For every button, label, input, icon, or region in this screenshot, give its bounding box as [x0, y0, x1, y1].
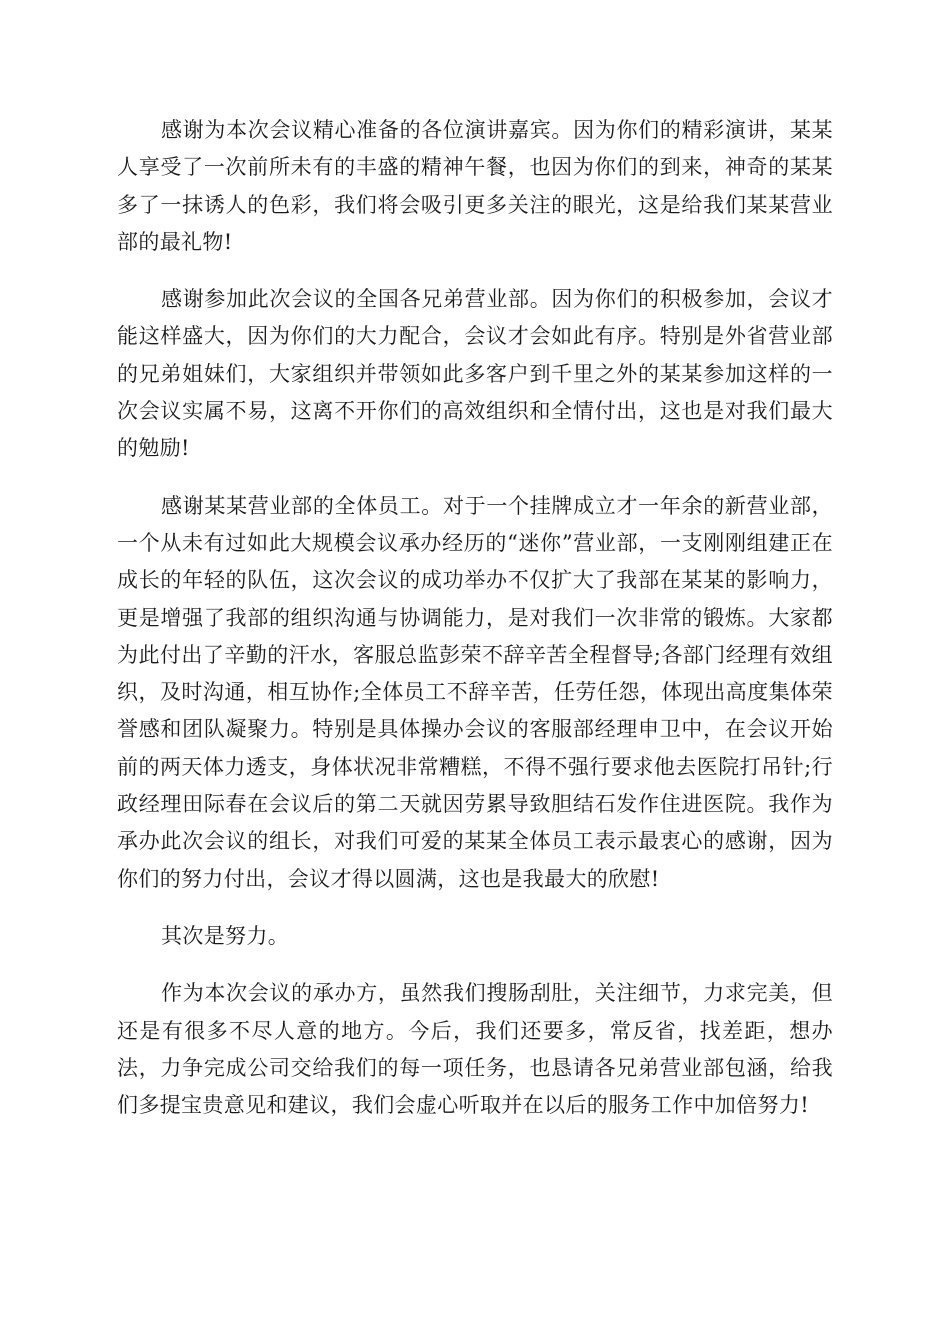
document-body	[117, 112, 833, 1144]
paragraph-second-point: 其次是努力。	[161, 923, 290, 948]
paragraph-effort: 作为本次会议的承办方，虽然我们搜肠刮肚，关注细节，力求完美，但还是有很多不尽人意的地方。今后，我们还要多，常反省，找差距，想办法，力争完成公司交给我们的每一项任务，也恳请各兄弟营业部包涵，给我们多提宝贵意见和建议，我们会虚心听取并在以后的服务工作中加倍努力!	[117, 981, 833, 1118]
paragraph-thanks-speakers: 感谢为本次会议精心准备的各位演讲嘉宾。因为你们的精彩演讲，某某人享受了一次前所未有的丰盛的精神午餐，也因为你们的到来，神奇的某某多了一抹诱人的色彩，我们将会吸引更多关注的眼光，这是给我们某某营业部的最礼物!	[117, 118, 833, 254]
paragraph-thanks-staff: 感谢某某营业部的全体员工。对于一个挂牌成立才一年余的新营业部，一个从未有过如此大规模会议承办经历的“迷你”营业部，一支刚刚组建正在成长的年轻的队伍，这次会议的成功举办不仅扩大了我部在某某的影响力，更是增强了我部的组织沟通与协调能力，是对我们一次非常的锻炼。大家都为此付出了辛勤的汗水，客服总监彭荣不辞辛苦全程督导;各部门经理有效组织，及时沟通，相互协作;全体员工不辞辛苦，任劳任怨，体现出高度集体荣誉感和团队凝聚力。特别是具体操办会议的客服部经理申卫中，在会议开始前的两天体力透支，身体状况非常糟糕，不得不强行要求他去医院打吊针;行政经理田际春在会议后的第二天就因劳累导致胆结石发作住进医院。我作为承办此次会议的组长，对我们可爱的某某全体员工表示最衷心的感谢，因为你们的努力付出，会议才得以圆满，这也是我最大的欣慰!	[117, 493, 833, 891]
paragraph-thanks-branches: 感谢参加此次会议的全国各兄弟营业部。因为你们的积极参加，会议才能这样盛大，因为你们的大力配合，会议才会如此有序。特别是外省营业部的兄弟姐妹们，大家组织并带领如此多客户到千里之外的某某参加这样的一次会议实属不易，这离不开你们的高效组织和全情付出，这也是对我们最大的勉励!	[117, 287, 833, 461]
